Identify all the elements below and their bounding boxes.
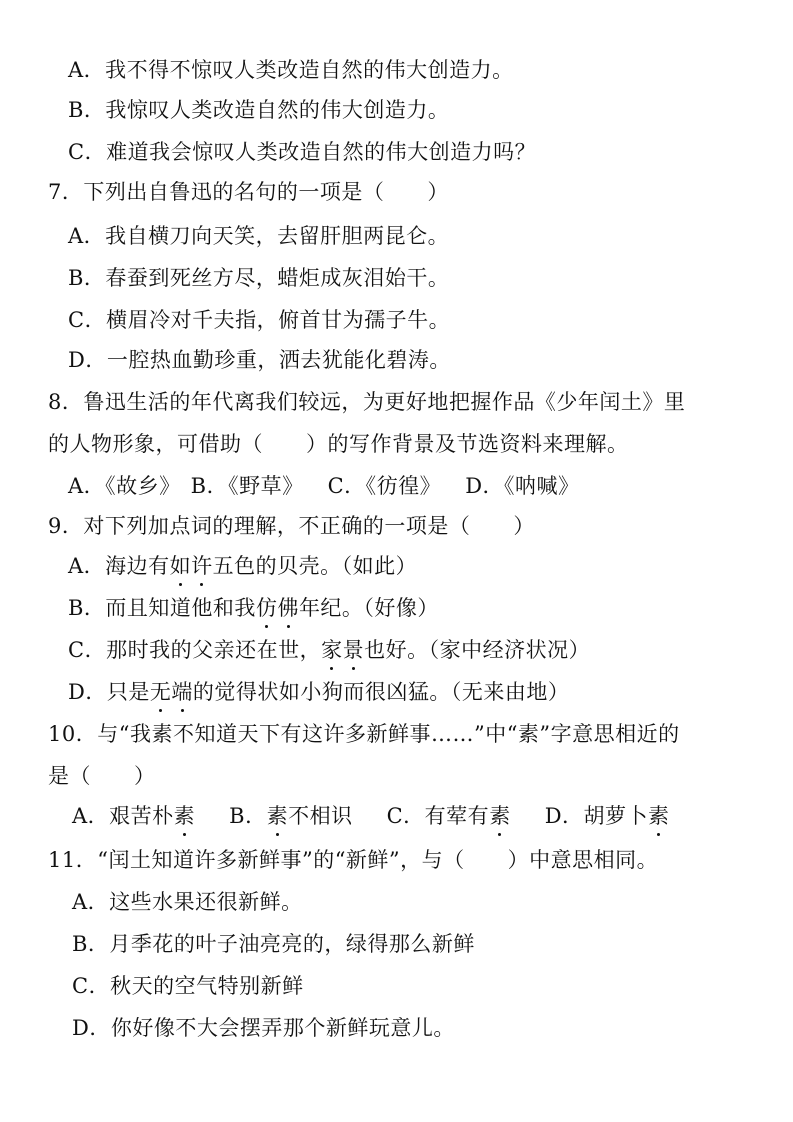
q8-option-c: C．《彷徨》: [327, 474, 442, 498]
q6-option-c: C．难道我会惊叹人类改造自然的伟大创造力吗？: [68, 140, 537, 164]
q10-option-a: [72, 804, 195, 828]
emphasis-dot-char: 家: [321, 638, 343, 662]
q9-b-text-pre: B．而且知道他和我: [68, 596, 256, 620]
q9-d-text-pre: D．只是: [68, 680, 150, 704]
q10-option-d: [545, 804, 670, 828]
q9-c-text-pre: C．那时我的父亲还在世，: [68, 638, 322, 662]
q9-option-a: [68, 552, 417, 580]
q10-option-c: [387, 804, 511, 828]
emphasis-dot-char: 佛: [277, 596, 299, 620]
q8-stem-line-2: 的人物形象，可借助（ ）的写作背景及节选资料来理解。: [48, 432, 629, 456]
q7-option-b: B．春蚕到死丝方尽，蜡炬成灰泪始干。: [68, 266, 450, 290]
q7-stem: 7．下列出自鲁迅的名句的一项是（ ）: [48, 180, 449, 204]
q9-a-text-pre: A．海边有: [68, 554, 170, 578]
q7-option-c: C．横眉冷对千夫指，俯首甘为孺子牛。: [68, 308, 451, 332]
emphasis-dot-char: 素: [648, 804, 670, 828]
emphasis-dot-char: 如: [169, 554, 192, 578]
q10-option-b: [229, 804, 352, 828]
emphasis-dot-char: 景: [342, 638, 365, 662]
q11-option-c: C．秋天的空气特别新鲜: [72, 974, 304, 998]
emphasis-dot-char: 端: [171, 680, 193, 704]
q8-options: [68, 472, 580, 500]
emphasis-dot-char: 无: [149, 680, 172, 704]
emphasis-dot-char: 素: [489, 804, 511, 828]
emphasis-dot-char: 素: [266, 804, 289, 828]
q11-option-b: B．月季花的叶子油亮亮的，绿得那么新鲜: [72, 932, 475, 956]
q10-options: [72, 802, 670, 830]
q8-option-a: A．《故乡》: [68, 474, 181, 498]
q10-stem-line-2: 是（ ）: [48, 764, 156, 788]
q10-c-text: C．有荤有: [386, 804, 490, 828]
q8-option-b: B．《野草》: [190, 474, 304, 498]
q6-option-a: A．我不得不惊叹人类改造自然的伟大创造力。: [68, 58, 514, 82]
q10-stem-line-1: 10．与“我素不知道天下有这许多新鲜事……”中“素”字意思相近的: [48, 722, 680, 746]
emphasis-dot-char: 素: [173, 804, 196, 828]
q9-stem: 9．对下列加点词的理解，不正确的一项是（ ）: [48, 514, 535, 538]
q6-option-b: B．我惊叹人类改造自然的伟大创造力。: [68, 98, 450, 122]
q9-option-b: [68, 594, 439, 622]
q11-option-a: A．这些水果还很新鲜。: [72, 890, 303, 914]
emphasis-dot-char: 仿: [255, 596, 278, 620]
q9-d-text-post: 的觉得状如小狗而很凶猛。（无来由地）: [192, 680, 570, 704]
q9-c-text-post: 也好。（家中经济状况）: [364, 638, 591, 662]
q9-option-d: [68, 678, 569, 706]
q9-option-c: [68, 636, 590, 664]
q10-d-text: D．胡萝卜: [544, 804, 649, 828]
q7-option-d: D．一腔热血勤珍重，洒去犹能化碧涛。: [68, 348, 451, 372]
q7-option-a: A．我自横刀向天笑，去留肝胆两昆仑。: [68, 224, 450, 248]
emphasis-dot-char: 许: [191, 554, 213, 578]
q8-stem-line-1: 8．鲁迅生活的年代离我们较远，为更好地把握作品《少年闰土》里: [48, 390, 686, 414]
q10-a-text: A．艰苦朴: [72, 804, 174, 828]
q9-a-text-post: 五色的贝壳。（如此）: [212, 554, 418, 578]
q11-option-d: D．你好像不大会摆弄那个新鲜玩意儿。: [72, 1016, 455, 1040]
q10-b-label: B．: [229, 804, 267, 828]
q8-option-d: D．《呐喊》: [465, 474, 580, 498]
q10-b-text: 不相识: [288, 804, 353, 828]
q11-stem: 11．“闰土知道许多新鲜事”的“新鲜”，与（ ）中意思相同。: [48, 848, 659, 872]
q9-b-text-post: 年纪。（好像）: [298, 596, 439, 620]
